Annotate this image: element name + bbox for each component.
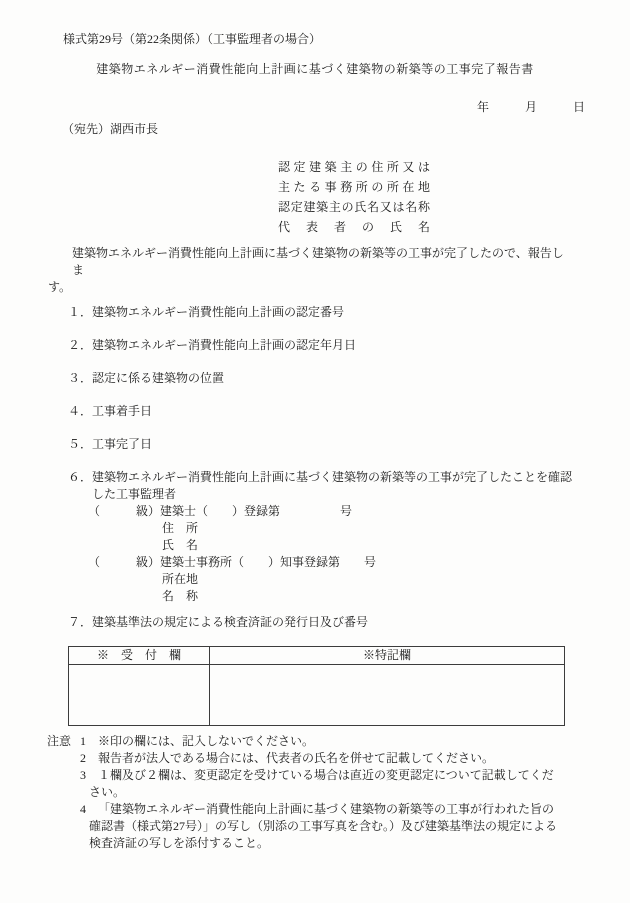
architect-name-label: 氏 名 <box>162 538 199 552</box>
intro-paragraph <box>48 245 572 296</box>
note-row <box>47 801 630 818</box>
note-row <box>47 750 630 767</box>
note-text: 「建築物エネルギー消費性能向上計画に基づく建築物の新築等の工事が行われた旨の <box>98 802 555 816</box>
notes-label: 注意 <box>47 734 72 748</box>
note-number: 3 <box>80 768 86 782</box>
note-row <box>47 784 630 801</box>
office-name-label: 名 称 <box>162 589 199 603</box>
list-item-3: ３．認定に係る建築物の位置 <box>68 371 225 385</box>
receipt-table <box>68 646 565 726</box>
note-text: さい。 <box>89 785 126 799</box>
remarks-cell <box>210 665 565 726</box>
applicant-info-block <box>278 157 430 237</box>
architect-address-label: 住 所 <box>162 521 199 535</box>
note-row <box>47 835 630 852</box>
list-item-5: ５．工事完了日 <box>68 437 153 451</box>
applicant-address-line-1: 認定建築主の住所又は <box>278 160 430 174</box>
list-item-6 <box>0 469 630 605</box>
list-item-2: ２．建築物エネルギー消費性能向上計画の認定年月日 <box>68 338 357 352</box>
note-row <box>47 767 630 784</box>
architect-license-line: （ 級）建築士（ ）登録第 号 <box>88 504 353 518</box>
receipt-column-header: ※ 受 付 欄 <box>69 647 210 665</box>
list-item-7: ７．建築基準法の規定による検査済証の発行日及び番号 <box>68 615 369 629</box>
office-registration-line: （ 級）建築士事務所（ ）知事登録第 号 <box>88 555 377 569</box>
note-text: 報告者が法人である場合には、代表者の氏名を併せて記載してください。 <box>98 751 495 765</box>
form-number: 様式第29号（第22条関係）（工事監理者の場合） <box>63 32 322 46</box>
note-text: ※印の欄には、記入しないでください。 <box>98 734 315 748</box>
list-item-4: ４．工事着手日 <box>68 404 153 418</box>
list-item-1: １．建築物エネルギー消費性能向上計画の認定番号 <box>68 305 345 319</box>
note-text: 確認書（様式第27号）」の写し（別添の工事写真を含む。）及び建築基準法の規定による <box>89 819 558 833</box>
item6-line-1: ６．建築物エネルギー消費性能向上計画に基づく建築物の新築等の工事が完了したことを確認 <box>68 470 573 484</box>
remarks-column-header: ※特記欄 <box>210 647 565 665</box>
office-address-label: 所在地 <box>162 572 199 586</box>
intro-line-2: す。 <box>48 280 72 294</box>
date-line: 年 月 日 <box>476 100 585 114</box>
table-body-row <box>69 665 565 726</box>
item6-line-2: した工事監理者 <box>92 487 177 501</box>
notes-section <box>47 733 630 852</box>
applicant-name-line: 認定建築主の氏名又は名称 <box>278 200 430 214</box>
note-number: 4 <box>80 802 86 816</box>
receipt-cell <box>69 665 210 726</box>
note-row <box>47 818 630 835</box>
table-header-row <box>69 647 565 665</box>
representative-name-line: 代表者の氏名 <box>278 220 430 234</box>
note-text: 検査済証の写しを添付すること。 <box>89 836 270 850</box>
addressee: （宛先）湖西市長 <box>62 122 159 136</box>
note-row <box>47 733 630 750</box>
note-number: 1 <box>80 734 86 748</box>
intro-line-1: 建築物エネルギー消費性能向上計画に基づく建築物の新築等の工事が完了したので、報告しま <box>72 246 564 277</box>
note-number: 2 <box>80 751 86 765</box>
document-title: 建築物エネルギー消費性能向上計画に基づく建築物の新築等の工事完了報告書 <box>96 62 534 76</box>
note-text: １欄及び２欄は、変更認定を受けている場合は直近の変更認定について記載してくだ <box>98 768 554 782</box>
applicant-address-line-2: 主たる事務所の所在地 <box>278 180 430 194</box>
